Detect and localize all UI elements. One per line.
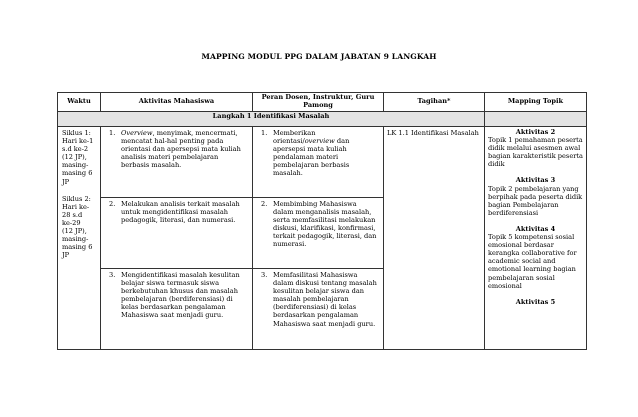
header-tagihan: Tagihan* [384, 93, 485, 112]
step-blank-cell [485, 112, 587, 127]
role-text: Memfasilitasi Mahasiswa dalam diskusi tentang masalah kesulitan belajar siswa dan masalah pembelajaran (berdiferensiasi) di kelas berdasarkan pengalaman Mahasiswa saat menjadi guru. [273, 271, 377, 328]
waktu-siklus-1: Siklus 1: Hari ke-1 s.d ke-2 (12 JP), masing- masing 6 JP [62, 129, 94, 186]
activity-cell-2 [101, 198, 253, 269]
activity-cell-3 [101, 269, 253, 350]
activity-cell-1 [101, 127, 253, 198]
topik-aktivitas-3 [488, 176, 583, 216]
tagihan-cell: LK 1.1 Identifikasi Masalah [384, 127, 485, 350]
role-cell-3 [253, 269, 384, 350]
header-waktu: Waktu [58, 93, 101, 112]
role-number: 1. [261, 129, 268, 137]
topik-head: Aktivitas 4 [515, 224, 556, 233]
topik-body: Topik 5 kompetensi sosial emosional berdasar kerangka collaborative for academic social and emotional learning bagian pembelajaran sosial emosional [488, 233, 577, 290]
topik-aktivitas-2 [488, 128, 583, 168]
role-cell-1 [253, 127, 384, 198]
topik-cell [485, 127, 587, 350]
role-number: 2. [261, 200, 268, 208]
topik-body: Topik 2 pembelajaran yang berpihak pada peserta didik bagian Pembelajaran berdiferensiasi [488, 184, 583, 217]
role-text-pre: Memberikan orientasi/ [273, 129, 316, 146]
activity-text: Melakukan analisis terkait masalah untuk mengidentifikasi masalah pedagogik, literasi, dan numerasi. [121, 200, 240, 225]
topik-head: Aktivitas 2 [515, 128, 556, 136]
role-text: Membimbing Mahasiswa dalam menganalisis masalah, serta memfasilitasi melakukan diskusi, klarifikasi, konfirmasi, terkait pedagogik, literasi, dan numerasi. [273, 200, 377, 249]
activity-lead: Overview [121, 129, 153, 137]
topik-body: Topik 1 pemahaman peserta didik melalui asesmen awal bagian karakteristik peserta didik [488, 136, 583, 169]
activity-number: 2. [109, 200, 116, 208]
header-topik: Mapping Topik [485, 93, 587, 112]
document-title: MAPPING MODUL PPG DALAM JABATAN 9 LANGKAH [201, 52, 437, 61]
table-row [58, 127, 587, 198]
role-text-italic: overview [304, 137, 335, 146]
topik-aktivitas-5 [488, 298, 583, 306]
header-peran: Peran Dosen, Instruktur, Guru Pamong [253, 93, 384, 112]
step-row [58, 112, 587, 127]
header-row [58, 93, 587, 112]
role-text-post: dan apersepsi mata kuliah pendalaman materi pembelajaran berbasis masalah. [273, 137, 350, 178]
topik-head: Aktivitas 5 [515, 297, 556, 306]
mapping-table [57, 92, 587, 350]
activity-number: 1. [109, 129, 116, 137]
activity-number: 3. [109, 271, 116, 279]
topik-head: Aktivitas 3 [515, 176, 556, 185]
header-aktivitas: Aktivitas Mahasiswa [101, 93, 253, 112]
waktu-siklus-2: Siklus 2: Hari ke- 28 s.d ke-29 (12 JP), masing- masing 6 JP [62, 194, 93, 260]
step-title: Langkah 1 Identifikasi Masalah [58, 112, 485, 127]
activity-text: Mengidentifikasi masalah kesulitan belajar siswa termasuk siswa berkebutuhan khusus dan masalah pembelajaran (berdiferensiasi) di kelas berdasarkan pengalaman Mahasiswa saat menjadi guru. [121, 271, 240, 320]
role-number: 3. [261, 271, 268, 279]
role-cell-2 [253, 198, 384, 269]
waktu-cell [58, 127, 101, 350]
activity-text: , menyimak, mencermati, mencatat hal-hal penting pada orientasi dan apersepsi mata kuliah analisis materi pembelajaran berbasis masalah. [121, 129, 241, 170]
topik-aktivitas-4 [488, 225, 583, 290]
